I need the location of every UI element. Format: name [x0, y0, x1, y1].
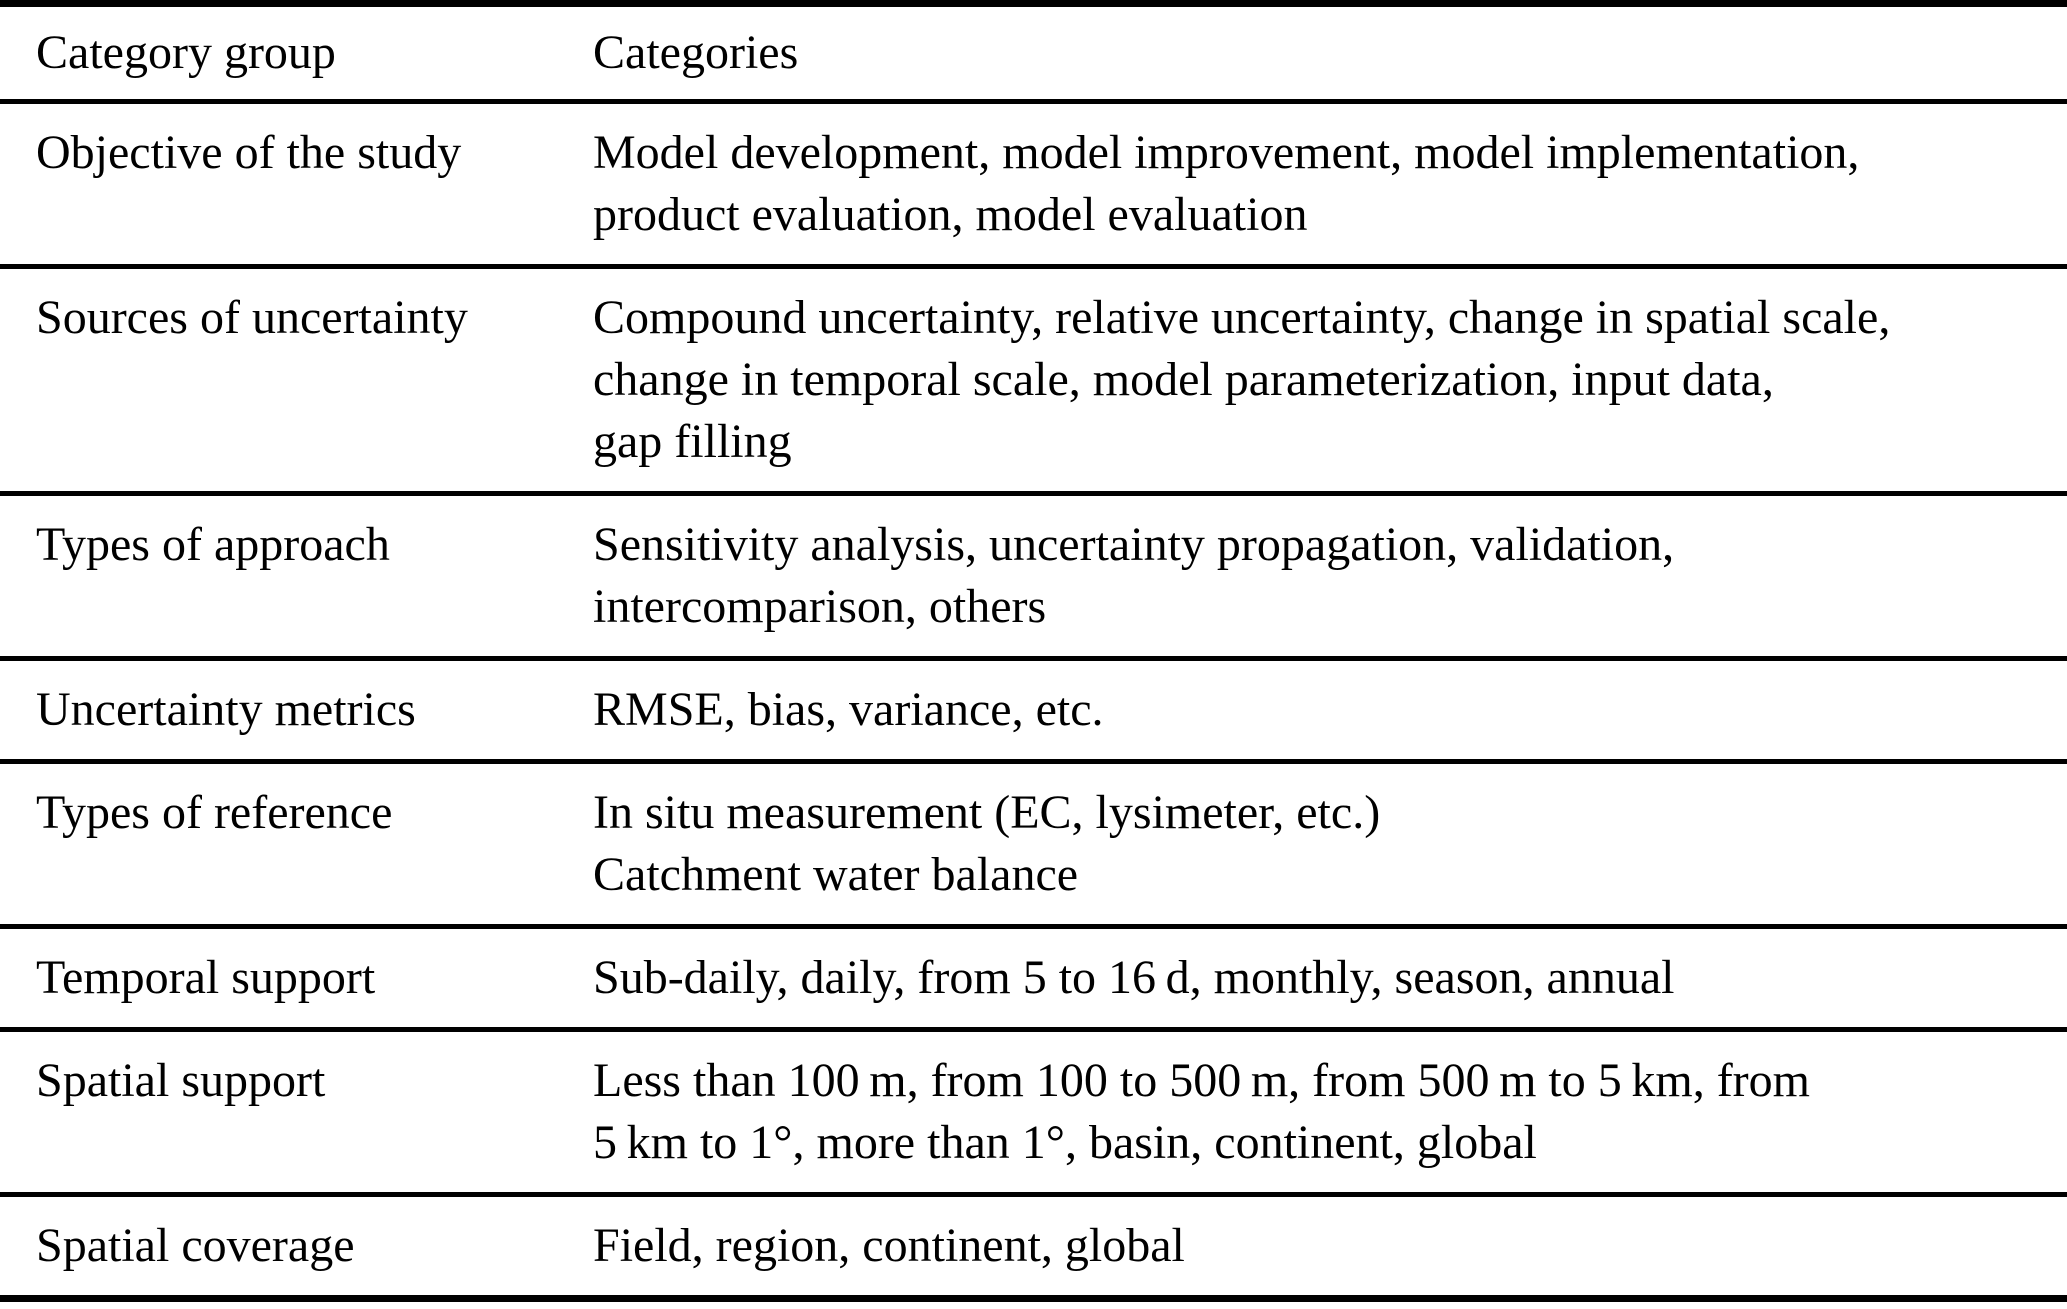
- category-line: Sensitivity analysis, uncertainty propagation, validation,: [593, 518, 1675, 571]
- category-line: Model development, model improvement, model implementation,: [593, 126, 1860, 179]
- category-group-cell: Types of reference: [36, 786, 393, 839]
- table-row: [0, 762, 2067, 927]
- table-row: [0, 102, 2067, 267]
- category-group-cell: Uncertainty metrics: [36, 683, 416, 736]
- category-group-cell: Types of approach: [36, 518, 390, 571]
- category-line: Catchment water balance: [593, 848, 1079, 901]
- categories-cell: [557, 927, 2067, 1030]
- category-line: 5 km to 1°, more than 1°, basin, continent, global: [593, 1116, 1537, 1169]
- categories-cell: [557, 762, 2067, 927]
- category-group-cell: Objective of the study: [36, 126, 462, 179]
- categories-cell: [557, 1195, 2067, 1299]
- col-header-categories: Categories: [593, 26, 799, 79]
- category-group-cell: Temporal support: [36, 951, 376, 1004]
- table-row: [0, 659, 2067, 762]
- category-group-cell: Spatial support: [36, 1054, 326, 1107]
- category-line: gap filling: [593, 415, 792, 468]
- table-row: [0, 927, 2067, 1030]
- category-group-cell: Sources of uncertainty: [36, 291, 468, 344]
- category-line: Compound uncertainty, relative uncertainty, change in spatial scale,: [593, 291, 1891, 344]
- col-header-category-group: Category group: [36, 26, 336, 79]
- category-group-cell: Spatial coverage: [36, 1219, 355, 1272]
- table-row: [0, 494, 2067, 659]
- category-line: Field, region, continent, global: [593, 1219, 1185, 1272]
- table-row: [0, 267, 2067, 494]
- categories-cell: [557, 267, 2067, 494]
- categories-cell: [557, 659, 2067, 762]
- category-line: change in temporal scale, model parameterization, input data,: [593, 353, 1774, 406]
- table-row: [0, 1030, 2067, 1195]
- table-row: [0, 1195, 2067, 1299]
- category-line: In situ measurement (EC, lysimeter, etc.): [593, 786, 1381, 839]
- categories-cell: [557, 1030, 2067, 1195]
- category-line: product evaluation, model evaluation: [593, 188, 1308, 241]
- category-line: Less than 100 m, from 100 to 500 m, from 500 m to 5 km, from: [593, 1054, 1810, 1107]
- categories-cell: [557, 102, 2067, 267]
- category-line: Sub-daily, daily, from 5 to 16 d, monthly, season, annual: [593, 951, 1675, 1004]
- category-line: RMSE, bias, variance, etc.: [593, 683, 1104, 736]
- table-header-row: [0, 4, 2067, 102]
- categories-cell: [557, 494, 2067, 659]
- category-line: intercomparison, others: [593, 580, 1047, 633]
